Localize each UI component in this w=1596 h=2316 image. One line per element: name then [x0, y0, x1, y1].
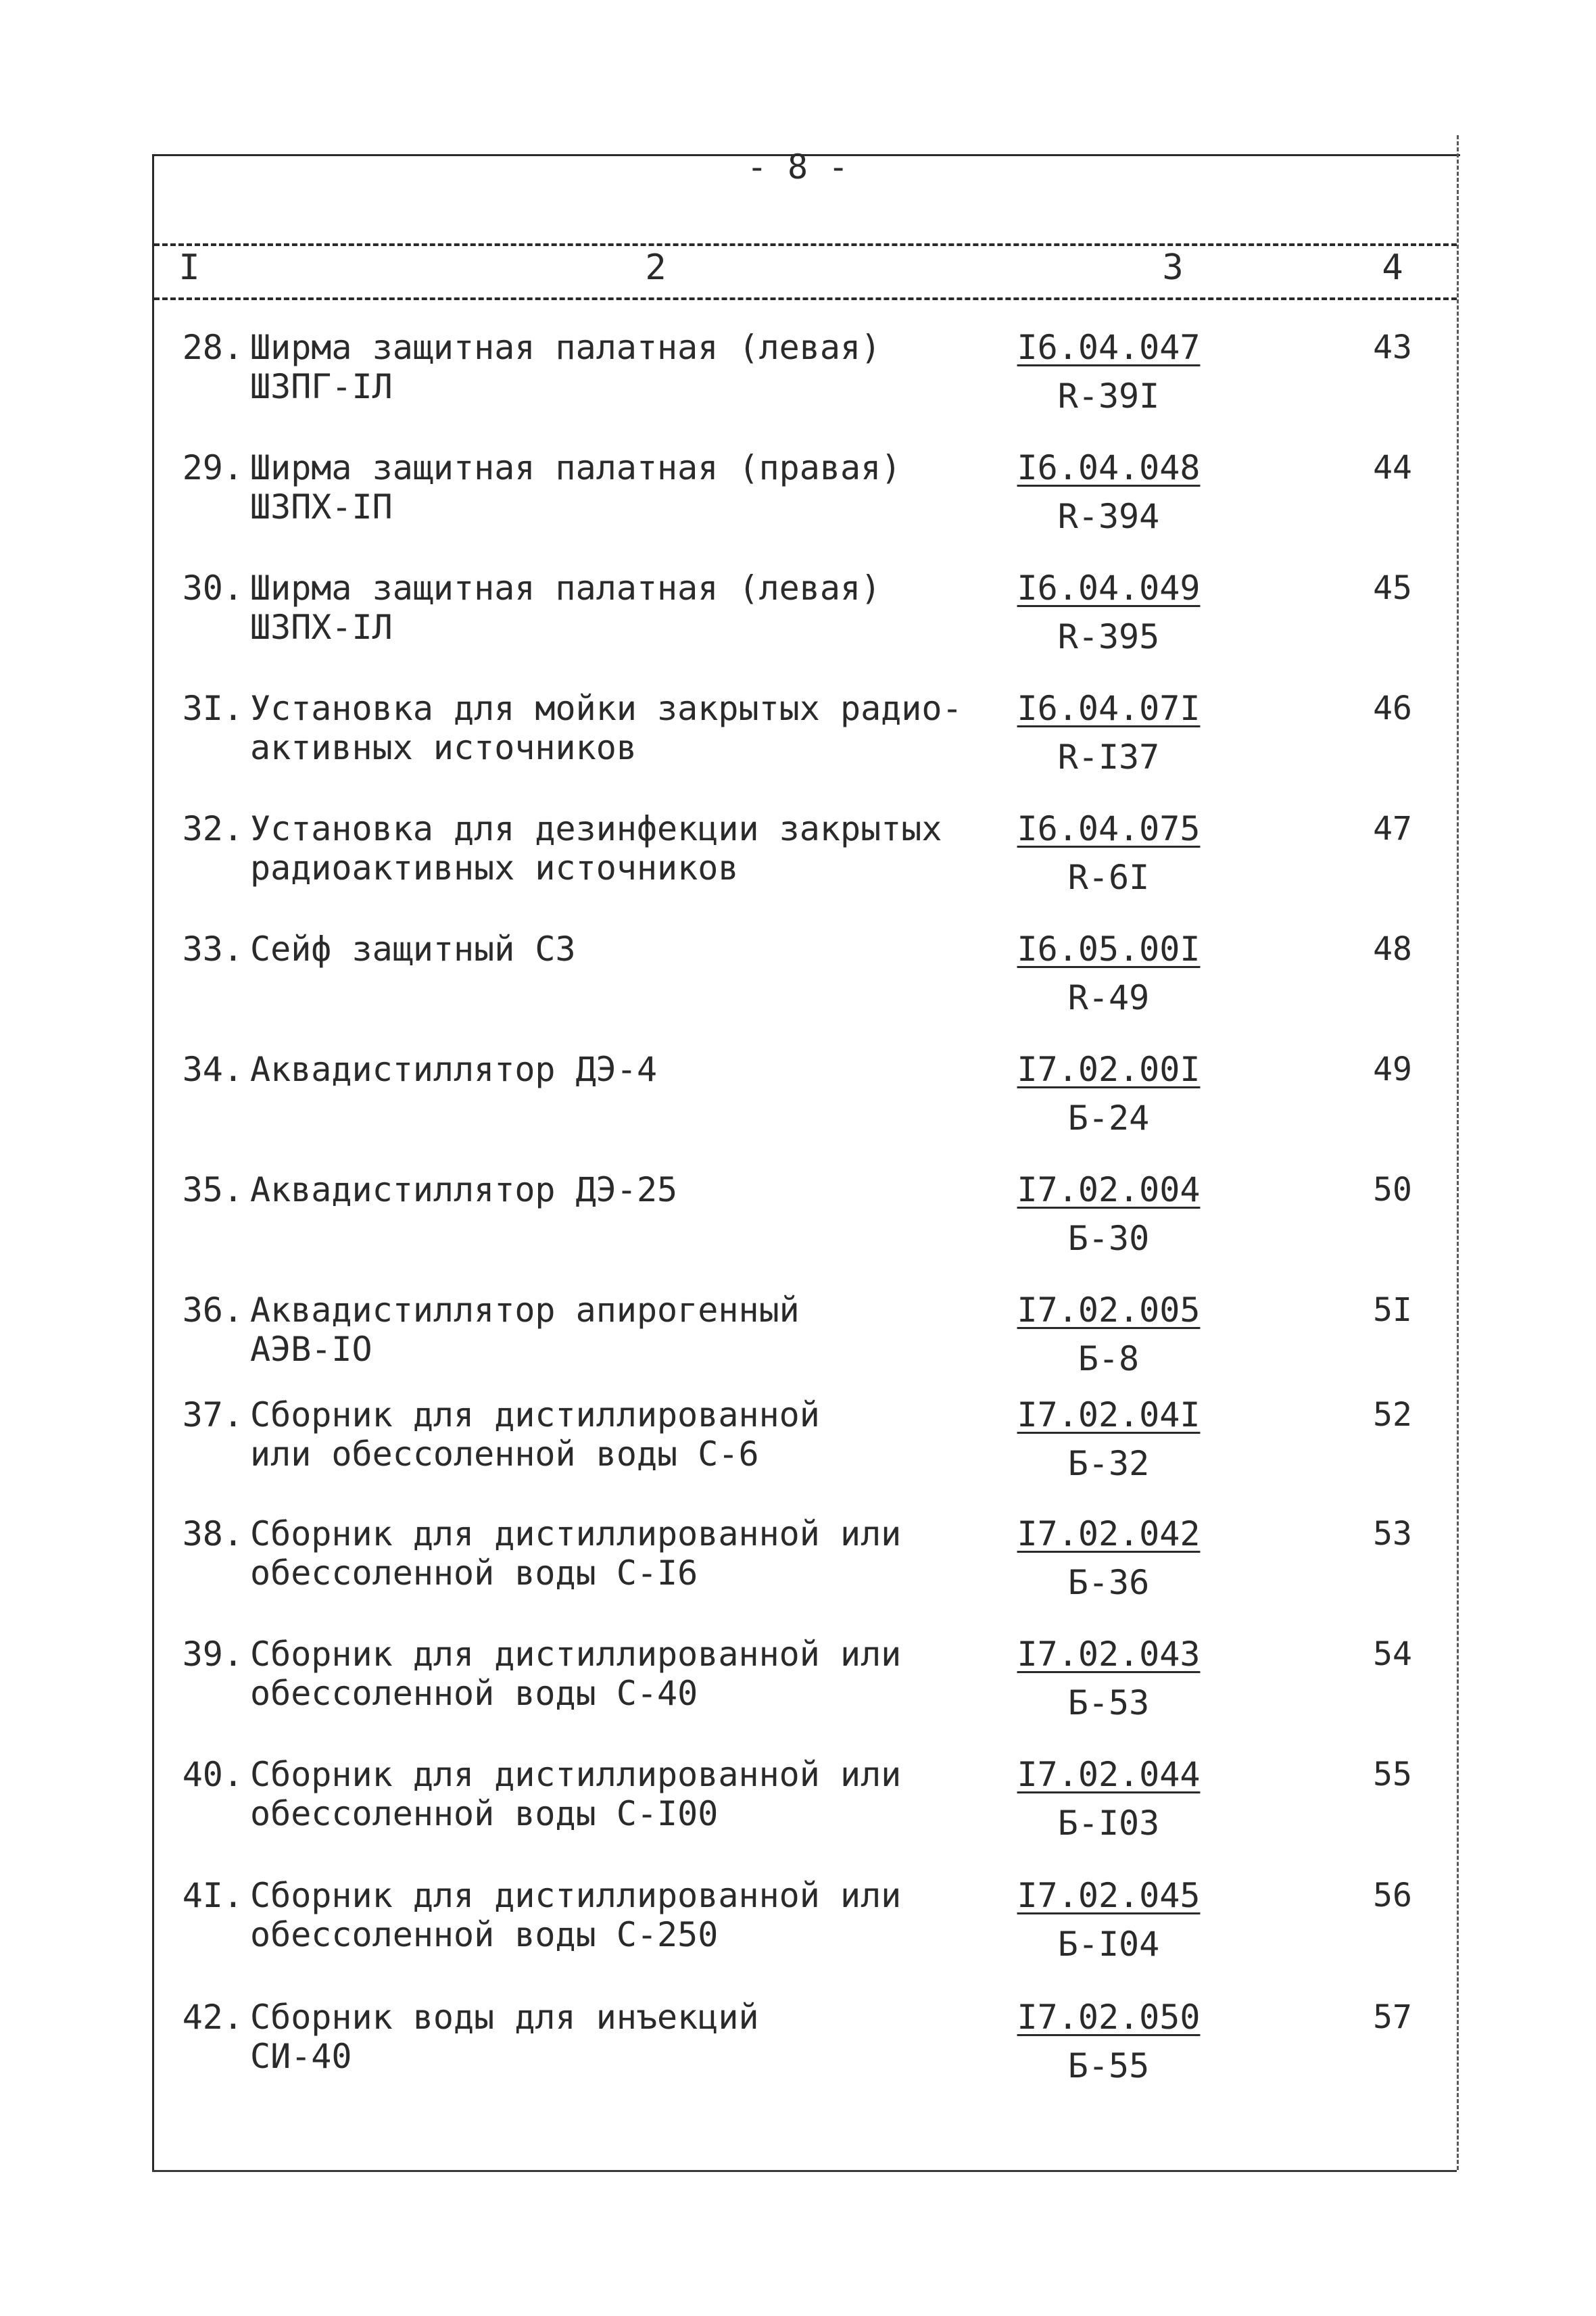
entry-code-sub: R-39I [1057, 377, 1160, 416]
entry-name [250, 1755, 980, 1833]
entry-name-line: обессоленной воды С-250 [250, 1915, 719, 1954]
entry-code [1000, 1755, 1217, 1843]
entry-number: 4I. [182, 1876, 243, 1915]
entry-name-line: обессоленной воды С-I6 [250, 1553, 698, 1593]
entry-code [1000, 448, 1217, 536]
entry-name-line: АЭВ-IО [250, 1330, 372, 1369]
entry-name-line: Сейф защитный СЗ [250, 930, 576, 969]
entry-name-line: ШЗПГ-IЛ [250, 367, 393, 406]
entry-code-main: I7.02.005 [1017, 1290, 1201, 1330]
entry-name-line: ШЗПХ-IП [250, 487, 393, 527]
entry-code-sub: R-394 [1057, 497, 1160, 536]
entry-page: 53 [1373, 1515, 1412, 1553]
entry-name [250, 1050, 980, 1089]
entry-code-sub: Б-36 [1067, 1563, 1150, 1602]
entry-name-line: Ширма защитная палатная (левая) [250, 328, 881, 367]
entry-name-line: Ширма защитная палатная (левая) [250, 569, 881, 608]
list-item [0, 1290, 1596, 1399]
entry-code-sub: R-I37 [1057, 738, 1160, 777]
entry-code [1000, 1514, 1217, 1602]
entry-code-sub: Б-53 [1067, 1683, 1150, 1722]
entry-code-main: I6.04.075 [1017, 809, 1201, 848]
entry-code-sub: Б-32 [1067, 1444, 1150, 1483]
entry-code-main: I6.05.00I [1017, 930, 1201, 969]
entry-page: 48 [1373, 930, 1412, 968]
list-item [0, 1998, 1596, 2106]
entry-page: 46 [1373, 690, 1412, 727]
list-item [0, 448, 1596, 556]
entry-page: 57 [1373, 1998, 1412, 2036]
entry-code-main: I7.02.004 [1017, 1170, 1201, 1209]
entry-number: 40. [182, 1755, 243, 1794]
entry-name-line: Аквадистиллятор ДЭ-25 [250, 1170, 678, 1209]
list-item [0, 809, 1596, 917]
entry-code-main: I7.02.04I [1017, 1395, 1201, 1434]
entry-code-main: I7.02.043 [1017, 1635, 1201, 1674]
entry-code [1000, 809, 1217, 897]
entry-number: 35. [182, 1170, 243, 1209]
entry-page: 45 [1373, 569, 1412, 607]
entry-name [250, 448, 980, 527]
entry-code-sub: Б-I03 [1057, 1804, 1160, 1843]
entry-number: 3I. [182, 689, 243, 728]
entry-name [250, 1170, 980, 1209]
entry-name-line: СИ-40 [250, 2037, 352, 2076]
list-item [0, 569, 1596, 677]
entry-name-line: Сборник для дистиллированной или [250, 1755, 902, 1794]
entry-number: 38. [182, 1514, 243, 1553]
column-header-1: I [178, 247, 200, 288]
entry-code [1000, 328, 1217, 416]
entry-code-main: I7.02.042 [1017, 1514, 1201, 1553]
entry-code-main: I7.02.044 [1017, 1755, 1201, 1794]
entry-name [250, 1998, 980, 2076]
list-item [0, 930, 1596, 1038]
entry-code [1000, 1998, 1217, 2085]
entry-name-line: или обессоленной воды С-6 [250, 1434, 759, 1474]
entry-number: 29. [182, 448, 243, 487]
entry-code [1000, 1395, 1217, 1483]
entry-name-line: ШЗПХ-IЛ [250, 608, 393, 647]
entry-page: 44 [1373, 449, 1412, 487]
entry-page: 50 [1373, 1171, 1412, 1209]
entry-name-line: радиоактивных источников [250, 848, 739, 888]
entry-name-line: обессоленной воды С-40 [250, 1674, 698, 1713]
list-item [0, 1514, 1596, 1622]
entry-page: 56 [1373, 1877, 1412, 1914]
list-item [0, 1635, 1596, 1743]
entry-number: 30. [182, 569, 243, 608]
entry-name-line: Ширма защитная палатная (правая) [250, 448, 902, 487]
entry-page: 49 [1373, 1051, 1412, 1088]
list-item [0, 328, 1596, 436]
column-header-2: 2 [645, 247, 667, 288]
entry-number: 28. [182, 328, 243, 367]
entry-name-line: активных источников [250, 728, 637, 767]
entry-code-main: I7.02.050 [1017, 1998, 1201, 2037]
entry-code-sub: Б-55 [1067, 2046, 1150, 2085]
entry-number: 32. [182, 809, 243, 848]
entry-page: 55 [1373, 1756, 1412, 1793]
entry-name [250, 930, 980, 969]
entry-name [250, 1290, 980, 1369]
entry-code-main: I6.04.049 [1017, 569, 1201, 608]
entry-name-line: Установка для мойки закрытых радио- [250, 689, 963, 728]
entry-code [1000, 1050, 1217, 1138]
entry-number: 36. [182, 1290, 243, 1330]
entry-name [250, 689, 980, 767]
entry-name [250, 1635, 980, 1713]
list-item [0, 689, 1596, 797]
entry-code [1000, 1290, 1217, 1378]
entry-number: 34. [182, 1050, 243, 1089]
entry-name [250, 1876, 980, 1954]
list-item [0, 1050, 1596, 1158]
entry-page: 47 [1373, 810, 1412, 848]
entry-name [250, 569, 980, 647]
entry-code-main: I6.04.07I [1017, 689, 1201, 728]
entry-number: 39. [182, 1635, 243, 1674]
entry-code-main: I6.04.048 [1017, 448, 1201, 487]
entry-name-line: Сборник воды для инъекций [250, 1998, 759, 2037]
entry-name [250, 1395, 980, 1474]
list-item [0, 1876, 1596, 1984]
entry-code-main: I7.02.00I [1017, 1050, 1201, 1089]
entry-code-sub: Б-8 [1078, 1339, 1140, 1378]
entry-code [1000, 1170, 1217, 1258]
entry-name-line: Сборник для дистиллированной [250, 1395, 820, 1434]
entry-page: 52 [1373, 1396, 1412, 1434]
entry-number: 42. [182, 1998, 243, 2037]
entry-name [250, 809, 980, 888]
entry-page: 43 [1373, 329, 1412, 366]
entry-code [1000, 1635, 1217, 1722]
entry-code-sub: R-49 [1067, 978, 1150, 1017]
entry-name-line: Установка для дезинфекции закрытых [250, 809, 942, 848]
entry-name [250, 1514, 980, 1593]
entry-name [250, 328, 980, 406]
entry-code-sub: R-6I [1067, 858, 1150, 897]
entry-name-line: Сборник для дистиллированной или [250, 1635, 902, 1674]
entry-code-main: I6.04.047 [1017, 328, 1201, 367]
entry-code-main: I7.02.045 [1017, 1876, 1201, 1915]
list-item [0, 1395, 1596, 1503]
entry-code [1000, 930, 1217, 1017]
entry-code-sub: Б-30 [1067, 1219, 1150, 1258]
entry-code [1000, 569, 1217, 656]
entry-name-line: Аквадистиллятор ДЭ-4 [250, 1050, 658, 1089]
page-number: - 8 - [746, 147, 849, 187]
entry-code [1000, 689, 1217, 777]
entry-code-sub: Б-I04 [1057, 1925, 1160, 1964]
entry-name-line: Сборник для дистиллированной или [250, 1514, 902, 1553]
entry-code-sub: R-395 [1057, 617, 1160, 656]
column-header-3: 3 [1162, 247, 1184, 288]
entry-name-line: Сборник для дистиллированной или [250, 1876, 902, 1915]
entry-name-line: обессоленной воды С-I00 [250, 1794, 719, 1833]
list-item [0, 1170, 1596, 1278]
column-header-4: 4 [1382, 247, 1403, 288]
list-item [0, 1755, 1596, 1863]
entry-number: 33. [182, 930, 243, 969]
entry-number: 37. [182, 1395, 243, 1434]
entry-name-line: Аквадистиллятор апирогенный [250, 1290, 800, 1330]
entry-code-sub: Б-24 [1067, 1099, 1150, 1138]
entry-page: 54 [1373, 1635, 1412, 1673]
entry-page: 5I [1373, 1291, 1412, 1329]
entry-code [1000, 1876, 1217, 1964]
